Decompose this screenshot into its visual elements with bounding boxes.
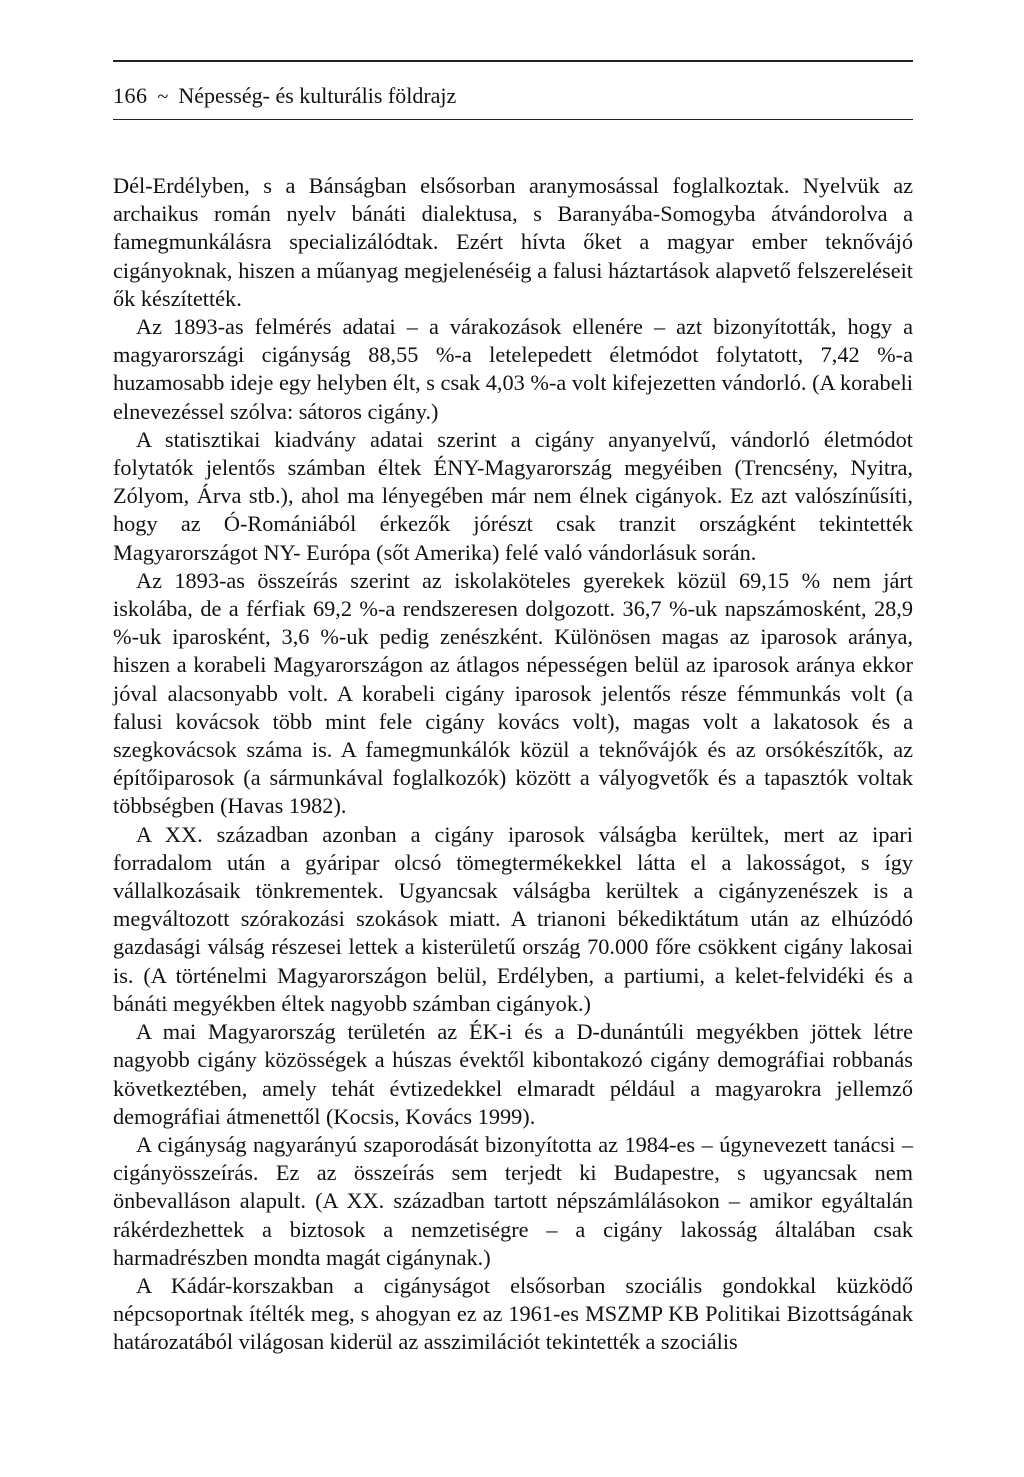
page-number: 166 [113,83,148,108]
chapter-title: Népesség- és kulturális földrajz [178,83,457,108]
paragraph: Dél-Erdélyben, s a Bánságban elsősorban aranymosással foglalkoztak. Nyelvük az archaikus román nyelv bánáti dialektusa, s Baranyába-Somogyba átvándorolva a famegmunkálásra specializálódtak. Ezért hívta őket a magyar ember teknővájó cigányoknak, hiszen a műanyag megjelenéséig a falusi háztartások alapvető felszereléseit ők készítették. [113,173,913,311]
running-header [113,60,913,120]
paragraph: A Kádár-korszakban a cigányságot elsősorban szociális gondokkal küzködő népcsoportnak ítélték meg, s ahogyan ez az 1961-es MSZMP KB Politikai Bizottságának határozatából világosan kiderül az asszimilációt tekintették a szociális [113,1272,913,1355]
paragraph: A mai Magyarország területén az ÉK-i és a D-dunántúli megyékben jöttek létre nagyobb cigány közösségek a húszas évektől kibontakozó cigány demográfiai robbanás következtében, amely tehát évtizedekkel elmaradt például a magyarokra jellemző demográfiai átmenettől (Kocsis, Kovács 1999). [113,1019,913,1129]
book-page [113,60,913,1357]
paragraph: A statisztikai kiadvány adatai szerint a cigány anyanyelvű, vándorló életmódot folytatók jelentős számban éltek ÉNY-Magyarország megyéiben (Trencsény, Nyitra, Zólyom, Árva stb.), ahol ma lényegében már nem élnek cigányok. Ez azt valószínűsíti, hogy az Ó-Romániából érkezők jórészt csak tranzit országként tekintették Magyarországot NY- Európa (sőt Amerika) felé való vándorlásuk során. [113,426,913,565]
paragraph: Az 1893-as összeírás szerint az iskolaköteles gyerekek közül 69,15 % nem járt iskolába, de a férfiak 69,2 %-a rendszeresen dolgozott. 36,7 %-uk napszámosként, 28,9 %-uk iparosként, 3,6 %-uk pedig zenészként. Különösen magas az iparosok aránya, hiszen a korabeli Magyarországon az átlagos népességen belül az iparosok aránya ekkor jóval alacsonyabb volt. A korabeli cigány iparosok jelentős része fémmunkás volt (a falusi kovácsok több mint fele cigány kovács volt), magas volt a lakatosok és a szegkovácsok száma is. A famegmunkálók közül a teknővájók és az orsókészítők, az építőiparosok (a sármunkával foglalkozók) között a vályogvetők és a tapasztók voltak többségben (Havas 1982). [113,567,913,819]
paragraph: A XX. században azonban a cigány iparosok válságba kerültek, mert az ipari forradalom után a gyáripar olcsó tömegtermékekkel látta el a lakosságot, s így vállalkozásaik tönkrementek. Ugyancsak válságba kerültek a cigányzenészek is a megváltozott szórakozási szokások miatt. A trianoni békediktátum után az elhúzódó gazdasági válság részesei lettek a kisterületű ország 70.000 főre csökkent cigány lakosai is. (A történelmi Magyarországon belül, Erdélyben, a partiumi, a kelet-felvidéki és a bánáti megyékben éltek nagyobb számban cigányok.) [113,821,913,1016]
paragraph: Az 1893-as felmérés adatai – a várakozások ellenére – azt bizonyították, hogy a magyarországi cigányság 88,55 %-a letelepedett életmódot folytatott, 7,42 %-a huzamosabb ideje egy helyben élt, s csak 4,03 %-a volt kifejezetten vándorló. (A korabeli elnevezéssel szólva: sátoros cigány.) [113,314,913,424]
header-separator: ~ [157,86,169,108]
body-text [113,172,913,1357]
paragraph: A cigányság nagyarányú szaporodását bizonyította az 1984-es – úgynevezett tanácsi – cigányösszeírás. Ez az összeírás sem terjedt ki Budapestre, s ugyancsak nem önbevalláson alapult. (A XX. században tartott népszámlálásokon – amikor egyáltalán rákérdezhettek a biztosok a nemzetiségre – a cigány lakosság általában csak harmadrészben mondta magát cigánynak.) [113,1131,913,1270]
